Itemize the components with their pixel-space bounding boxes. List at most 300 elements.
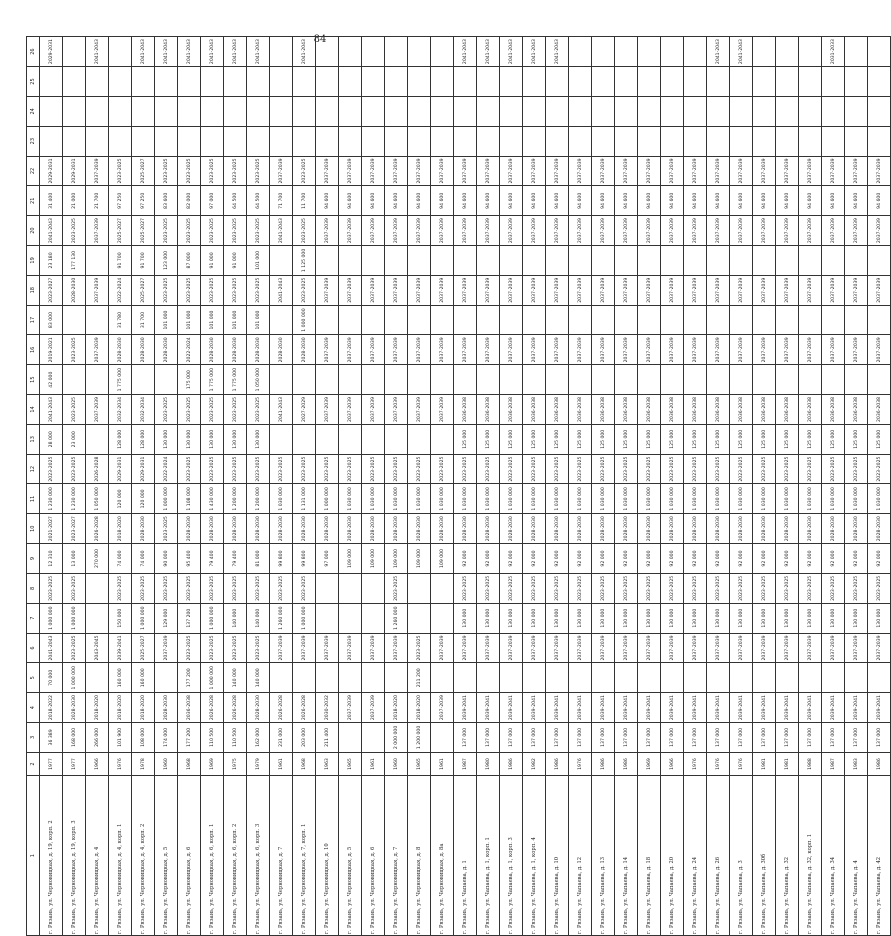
- table-cell: [270, 365, 293, 395]
- table-cell: 130 000: [684, 603, 707, 633]
- table-cell: 2037-2039: [592, 335, 615, 365]
- table-cell: 130 000: [615, 603, 638, 633]
- table-cell: 101 000: [224, 305, 247, 335]
- table-cell: 101 900: [109, 723, 132, 753]
- table-cell: 2037-2039: [454, 335, 477, 365]
- table-cell: 1 030 000: [500, 484, 523, 514]
- table-cell: 1 125 000: [293, 246, 316, 276]
- table-cell: [109, 126, 132, 156]
- table-cell: 2041-2043: [178, 37, 201, 67]
- table-cell: [615, 67, 638, 97]
- table-cell: 130 000: [500, 603, 523, 633]
- table-cell: 2041-2043: [224, 37, 247, 67]
- table-row: [63, 37, 86, 936]
- table-cell: [615, 246, 638, 276]
- table-cell: 177 130: [63, 246, 86, 276]
- table-cell: 11 700: [293, 186, 316, 216]
- table-cell: 130 000: [201, 424, 224, 454]
- table-cell: 2023-2025: [868, 454, 891, 484]
- table-cell: 2037-2039: [753, 275, 776, 305]
- table-cell: 2037-2039: [615, 216, 638, 246]
- table-cell: [454, 67, 477, 97]
- table-cell: 1 030 000: [408, 484, 431, 514]
- table-cell: 2023-2025: [822, 454, 845, 484]
- table-row: [615, 37, 638, 936]
- table-cell: 2023-2025: [845, 573, 868, 603]
- table-cell: 137 000: [546, 723, 569, 753]
- table-cell: 2028-2030: [293, 335, 316, 365]
- table-cell: 2037-2039: [776, 156, 799, 186]
- table-cell: [799, 37, 822, 67]
- table-cell: [500, 365, 523, 395]
- table-cell: 2023-2025: [201, 573, 224, 603]
- table-cell: [684, 67, 707, 97]
- table-cell: [684, 305, 707, 335]
- table-body: [40, 37, 891, 936]
- column-number-header: 26: [27, 37, 40, 67]
- table-cell: 2037-2039: [661, 275, 684, 305]
- table-cell: [63, 305, 86, 335]
- table-cell: 2036-2038: [684, 395, 707, 425]
- table-cell: [431, 573, 454, 603]
- table-cell: 2037-2039: [86, 335, 109, 365]
- table-cell: [431, 365, 454, 395]
- table-cell: 81 000: [247, 544, 270, 574]
- table-cell: 2037-2039: [615, 633, 638, 663]
- column-number-header: 14: [27, 395, 40, 425]
- table-cell: 1 000 000: [201, 603, 224, 633]
- table-cell: 2041-2043: [477, 37, 500, 67]
- table-cell: 137 000: [753, 723, 776, 753]
- table-cell: 2023-2025: [500, 454, 523, 484]
- table-cell: 125 000: [822, 424, 845, 454]
- table-cell: [316, 37, 339, 67]
- table-cell: 2037-2039: [86, 216, 109, 246]
- table-cell: 2037-2039: [730, 216, 753, 246]
- address-cell: г. Рязань, ул. Чапаева, д. 32: [776, 776, 799, 936]
- table-cell: 31 780: [109, 305, 132, 335]
- table-cell: 2023-2025: [63, 216, 86, 246]
- table-cell: [224, 67, 247, 97]
- table-cell: 91 700: [109, 246, 132, 276]
- table-cell: [845, 37, 868, 67]
- table-cell: 2023-2025: [63, 573, 86, 603]
- address-cell: г. Рязань, ул. Черновицкая, д. 5: [155, 776, 178, 936]
- table-row: [247, 37, 270, 936]
- table-cell: [845, 67, 868, 97]
- table-cell: 2023-2025: [293, 156, 316, 186]
- table-cell: [454, 305, 477, 335]
- table-cell: 2023-2025: [201, 633, 224, 663]
- table-cell: 2037-2039: [684, 275, 707, 305]
- year-cell: 1961: [431, 752, 454, 775]
- table-cell: 2037-2039: [569, 633, 592, 663]
- table-cell: 1 030 000: [431, 484, 454, 514]
- address-cell: г. Рязань, ул. Чапаева, д. 18: [638, 776, 661, 936]
- year-cell: 1965: [339, 752, 362, 775]
- table-cell: 2023-2025: [431, 454, 454, 484]
- table-cell: 94 600: [868, 186, 891, 216]
- column-number-header: 5: [27, 663, 40, 693]
- table-cell: 2026-2028: [293, 693, 316, 723]
- table-cell: 1 230 000: [40, 484, 63, 514]
- table-cell: 2037-2039: [339, 693, 362, 723]
- table-cell: [707, 663, 730, 693]
- address-cell: г. Рязань, ул. Черновицкая, д. 19, корп. 3: [63, 776, 86, 936]
- table-cell: 94 600: [362, 186, 385, 216]
- address-cell: г. Рязань, ул. Чапаева, д. 4: [845, 776, 868, 936]
- table-cell: 2037-2039: [730, 335, 753, 365]
- address-cell: г. Рязань, ул. Чапаева, д. 14: [615, 776, 638, 936]
- table-cell: [684, 246, 707, 276]
- table-cell: 2023-2025: [592, 573, 615, 603]
- table-cell: 2037-2039: [707, 633, 730, 663]
- table-cell: 2028-2030: [109, 335, 132, 365]
- table-cell: [546, 246, 569, 276]
- table-cell: 2037-2039: [362, 216, 385, 246]
- table-cell: [431, 424, 454, 454]
- table-cell: 2023-2025: [316, 454, 339, 484]
- table-cell: [799, 663, 822, 693]
- table-cell: 2018-2020: [408, 693, 431, 723]
- year-cell: 1986: [868, 752, 891, 775]
- table-cell: [270, 246, 293, 276]
- year-cell: 1976: [569, 752, 592, 775]
- table-cell: 2023-2025: [707, 573, 730, 603]
- table-cell: [86, 67, 109, 97]
- table-cell: 130 000: [569, 603, 592, 633]
- table-cell: 2025-2027: [132, 633, 155, 663]
- table-cell: 74 000: [109, 544, 132, 574]
- table-cell: [224, 126, 247, 156]
- table-cell: [339, 67, 362, 97]
- table-cell: [500, 67, 523, 97]
- table-cell: 2037-2039: [316, 633, 339, 663]
- table-cell: 2039-2041: [799, 693, 822, 723]
- table-cell: 2037-2039: [707, 156, 730, 186]
- table-cell: 2037-2039: [799, 633, 822, 663]
- table-row: [684, 37, 707, 936]
- table-cell: [799, 246, 822, 276]
- table-cell: 2023-2025: [339, 454, 362, 484]
- table-cell: 140 000: [224, 603, 247, 633]
- table-cell: 94 600: [431, 186, 454, 216]
- table-cell: [776, 37, 799, 67]
- table-cell: 1 775 000: [201, 365, 224, 395]
- table-cell: 2039-2041: [845, 693, 868, 723]
- table-cell: 125 000: [569, 424, 592, 454]
- table-cell: 2036-2038: [477, 395, 500, 425]
- table-row: [109, 37, 132, 936]
- table-cell: 130 000: [178, 424, 201, 454]
- table-cell: 2037-2039: [431, 156, 454, 186]
- table-cell: [86, 603, 109, 633]
- table-cell: 2023-2025: [661, 454, 684, 484]
- table-cell: 2029-2031: [40, 37, 63, 67]
- table-cell: 91 000: [201, 246, 224, 276]
- table-cell: 125 000: [845, 424, 868, 454]
- table-cell: 2022-2024: [109, 275, 132, 305]
- table-cell: 162 000: [247, 723, 270, 753]
- table-cell: 2026-2028: [270, 693, 293, 723]
- table-cell: 94 600: [408, 186, 431, 216]
- table-cell: 1 000 000: [201, 663, 224, 693]
- table-cell: [339, 37, 362, 67]
- table-cell: 137 000: [615, 723, 638, 753]
- table-cell: 2023-2025: [40, 573, 63, 603]
- table-cell: 97 250: [132, 186, 155, 216]
- table-cell: [40, 126, 63, 156]
- table-cell: 125 000: [523, 424, 546, 454]
- table-cell: 137 000: [845, 723, 868, 753]
- table-cell: 2023-2025: [730, 573, 753, 603]
- table-row: [132, 37, 155, 936]
- table-cell: 1 030 000: [799, 484, 822, 514]
- table-cell: [408, 573, 431, 603]
- table-cell: 101 000: [201, 305, 224, 335]
- table-cell: 1 108 000: [178, 484, 201, 514]
- table-cell: [799, 96, 822, 126]
- table-cell: 2027-2029: [293, 395, 316, 425]
- table-cell: 1 030 000: [615, 484, 638, 514]
- table-cell: [638, 96, 661, 126]
- column-number-header: 11: [27, 484, 40, 514]
- table-cell: 125 000: [868, 424, 891, 454]
- table-cell: 2023-2025: [178, 573, 201, 603]
- table-cell: 1 030 000: [661, 484, 684, 514]
- table-cell: 130 000: [730, 603, 753, 633]
- table-cell: [270, 96, 293, 126]
- table-cell: 2039-2041: [477, 693, 500, 723]
- table-cell: 1 030 000: [822, 484, 845, 514]
- table-cell: [431, 723, 454, 753]
- table-cell: 2037-2039: [730, 633, 753, 663]
- table-cell: [477, 663, 500, 693]
- table-cell: 2036-2038: [546, 395, 569, 425]
- table-cell: [431, 96, 454, 126]
- table-cell: [385, 246, 408, 276]
- table-cell: [684, 365, 707, 395]
- table-cell: [753, 365, 776, 395]
- table-cell: [178, 126, 201, 156]
- table-cell: 2023-2025: [224, 275, 247, 305]
- table-cell: 2023-2025: [523, 454, 546, 484]
- column-number-header: 19: [27, 246, 40, 276]
- table-cell: 2041-2043: [270, 395, 293, 425]
- table-cell: 2028-2030: [132, 514, 155, 544]
- table-row: [822, 37, 845, 936]
- table-cell: 109 000: [362, 544, 385, 574]
- table-cell: 2037-2039: [707, 335, 730, 365]
- column-number-header: 10: [27, 514, 40, 544]
- year-cell: 1961: [270, 752, 293, 775]
- table-cell: [845, 305, 868, 335]
- table-cell: 92 000: [454, 544, 477, 574]
- table-cell: 109 000: [408, 544, 431, 574]
- table-cell: 1 230 000: [63, 484, 86, 514]
- table-cell: 28 000: [40, 424, 63, 454]
- table-cell: 94 600: [799, 186, 822, 216]
- table-cell: 31 400: [40, 186, 63, 216]
- table-cell: 1 030 000: [454, 484, 477, 514]
- table-cell: [362, 365, 385, 395]
- table-cell: 2023-2025: [822, 573, 845, 603]
- table-cell: [546, 663, 569, 693]
- year-cell: 1965: [408, 752, 431, 775]
- table-cell: [523, 305, 546, 335]
- table-cell: 2039-2041: [730, 693, 753, 723]
- table-cell: 92 000: [546, 544, 569, 574]
- table-cell: 2023-2025: [155, 275, 178, 305]
- table-cell: 2037-2039: [408, 216, 431, 246]
- table-cell: 2037-2039: [592, 156, 615, 186]
- column-number-header: 17: [27, 305, 40, 335]
- table-row: [178, 37, 201, 936]
- table-cell: 31 700: [132, 305, 155, 335]
- table-cell: 2028-2030: [615, 514, 638, 544]
- table-cell: [63, 37, 86, 67]
- table-cell: 12 310: [40, 544, 63, 574]
- table-cell: [132, 96, 155, 126]
- housing-repair-table: [26, 36, 891, 936]
- table-cell: 2037-2039: [408, 335, 431, 365]
- table-cell: 2037-2039: [454, 633, 477, 663]
- table-cell: 2037-2039: [500, 633, 523, 663]
- table-row: [316, 37, 339, 936]
- table-cell: 2037-2039: [362, 275, 385, 305]
- address-cell: г. Рязань, ул. Черновицкая, д. 6: [178, 776, 201, 936]
- table-cell: 2039-2041: [109, 633, 132, 663]
- address-cell: г. Рязань, ул. Черновицкая, д. 6: [362, 776, 385, 936]
- table-cell: [316, 96, 339, 126]
- table-cell: 95 400: [178, 544, 201, 574]
- table-cell: 2028-2030: [868, 514, 891, 544]
- address-cell: г. Рязань, ул. Черновицкая, д. 5: [339, 776, 362, 936]
- table-cell: 2023-2025: [293, 275, 316, 305]
- table-cell: 2018-2020: [86, 693, 109, 723]
- table-cell: [776, 96, 799, 126]
- table-cell: 2037-2039: [454, 216, 477, 246]
- table-cell: 2037-2039: [753, 156, 776, 186]
- table-cell: [270, 67, 293, 97]
- table-cell: 125 000: [592, 424, 615, 454]
- table-cell: [454, 246, 477, 276]
- table-cell: 1 200 000: [247, 484, 270, 514]
- table-cell: 2037-2039: [385, 156, 408, 186]
- table-cell: 2037-2039: [385, 633, 408, 663]
- table-cell: 2028-2030: [316, 514, 339, 544]
- table-cell: 2023-2025: [155, 156, 178, 186]
- table-cell: 2028-2030: [592, 514, 615, 544]
- table-cell: 2036-2038: [523, 395, 546, 425]
- table-cell: 1 260 000: [270, 603, 293, 633]
- table-cell: [799, 126, 822, 156]
- table-cell: [178, 96, 201, 126]
- table-cell: 36 389: [40, 723, 63, 753]
- table-cell: 2023-2025: [40, 454, 63, 484]
- table-cell: 2028-2030: [638, 514, 661, 544]
- table-cell: 160 000: [109, 663, 132, 693]
- table-cell: 2037-2039: [270, 633, 293, 663]
- table-cell: 137 000: [684, 723, 707, 753]
- table-row: [431, 37, 454, 936]
- table-cell: [661, 305, 684, 335]
- table-cell: [201, 126, 224, 156]
- table-cell: [592, 663, 615, 693]
- table-cell: 74 000: [132, 544, 155, 574]
- table-cell: 2023-2025: [799, 573, 822, 603]
- table-cell: 125 000: [799, 424, 822, 454]
- table-cell: [454, 126, 477, 156]
- table-cell: 2036-2038: [822, 395, 845, 425]
- table-cell: 1 030 000: [684, 484, 707, 514]
- table-cell: 2036-2038: [845, 395, 868, 425]
- table-cell: 125 000: [500, 424, 523, 454]
- table-cell: 203 000: [293, 723, 316, 753]
- table-cell: [569, 663, 592, 693]
- year-cell: 1981: [753, 752, 776, 775]
- table-cell: [615, 37, 638, 67]
- table-cell: 2029-2031: [109, 454, 132, 484]
- table-cell: 2037-2039: [339, 216, 362, 246]
- table-cell: 2039-2041: [454, 693, 477, 723]
- table-cell: [799, 67, 822, 97]
- table-cell: 2037-2039: [684, 335, 707, 365]
- table-cell: 2023-2025: [845, 454, 868, 484]
- table-cell: [615, 663, 638, 693]
- table-cell: 101 000: [178, 305, 201, 335]
- table-cell: 2023-2025: [638, 573, 661, 603]
- table-cell: 2023-2025: [615, 573, 638, 603]
- table-cell: [615, 305, 638, 335]
- table-cell: 2039-2041: [638, 693, 661, 723]
- table-cell: 137 000: [799, 723, 822, 753]
- table-cell: 2037-2039: [86, 275, 109, 305]
- table-cell: [109, 96, 132, 126]
- table-cell: [270, 424, 293, 454]
- table-cell: 2037-2039: [868, 156, 891, 186]
- table-cell: 2037-2039: [339, 335, 362, 365]
- table-cell: [86, 126, 109, 156]
- table-cell: [408, 305, 431, 335]
- table-cell: 2023-2025: [247, 395, 270, 425]
- table-cell: 87 000: [178, 246, 201, 276]
- table-cell: 2037-2039: [707, 216, 730, 246]
- table-cell: [201, 96, 224, 126]
- table-cell: 2041-2043: [247, 37, 270, 67]
- table-cell: 1 030 000: [730, 484, 753, 514]
- table-cell: 94 600: [546, 186, 569, 216]
- table-cell: [270, 37, 293, 67]
- table-cell: 140 000: [224, 663, 247, 693]
- column-number-header: 9: [27, 544, 40, 574]
- table-cell: [339, 723, 362, 753]
- table-cell: [339, 603, 362, 633]
- table-cell: 1 030 000: [385, 484, 408, 514]
- table-cell: 2023-2025: [247, 573, 270, 603]
- year-cell: 1987: [454, 752, 477, 775]
- table-cell: 109 000: [339, 544, 362, 574]
- table-cell: 2037-2039: [569, 216, 592, 246]
- table-cell: 2037-2039: [638, 335, 661, 365]
- table-cell: 21 000: [63, 186, 86, 216]
- table-cell: [63, 365, 86, 395]
- table-cell: 2037-2039: [868, 335, 891, 365]
- table-cell: [546, 96, 569, 126]
- table-cell: 2028-2030: [247, 693, 270, 723]
- table-cell: 2023-2025: [477, 454, 500, 484]
- table-cell: [362, 37, 385, 67]
